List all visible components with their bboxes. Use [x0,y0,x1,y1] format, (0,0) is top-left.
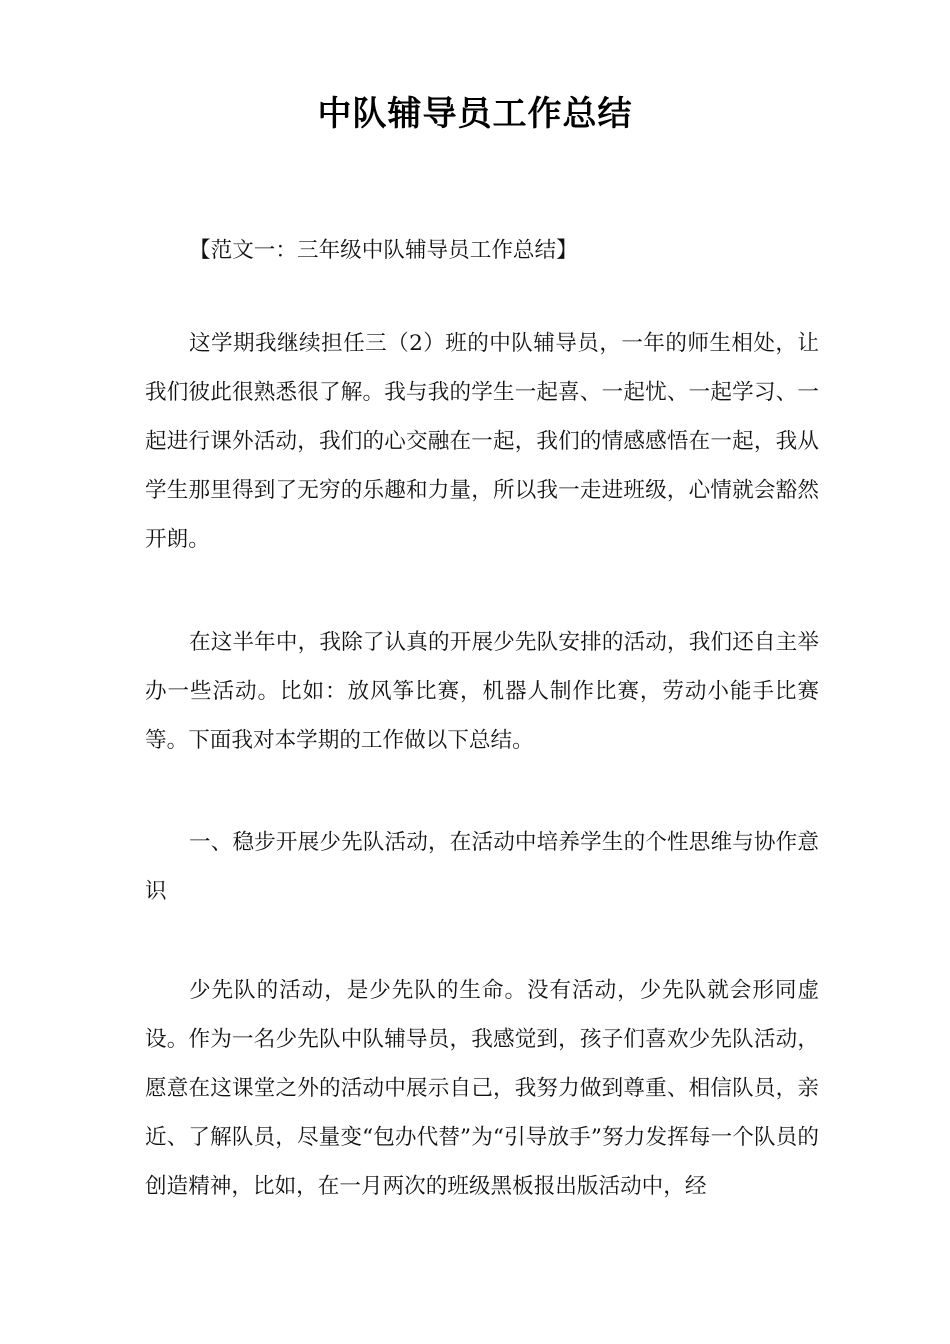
paragraph-intro: 这学期我继续担任三（2）班的中队辅导员，一年的师生相处，让我们彼此很熟悉很了解。我与我的学生一起喜、一起忧、一起学习、一起进行课外活动，我们的心交融在一起，我们的情感感悟在一起，我从学生那里得到了无穷的乐趣和力量，所以我一走进班级，心情就会豁然开朗。 [145,331,819,552]
section-subtitle: 【范文一：三年级中队辅导员工作总结】 [189,238,578,263]
paragraph-team-activities: 少先队的活动，是少先队的生命。没有活动，少先队就会形同虚设。作为一名少先队中队辅导员，我感觉到，孩子们喜欢少先队活动，愿意在这课堂之外的活动中展示自己，我努力做到尊重、相信队员，亲近、了解队员，尽量变“包办代替”为“引导放手”努力发挥每一个队员的创造精神，比如，在一月两次的班级黑板报出版活动中，经 [145,978,819,1199]
section-heading-one: 一、稳步开展少先队活动，在活动中培养学生的个性思维与协作意识 [145,830,819,904]
paragraph-activities: 在这半年中，我除了认真的开展少先队安排的活动，我们还自主举办一些活动。比如：放风筝比赛，机器人制作比赛，劳动小能手比赛等。下面我对本学期的工作做以下总结。 [145,630,819,753]
document-title: 中队辅导员工作总结 [317,94,633,134]
